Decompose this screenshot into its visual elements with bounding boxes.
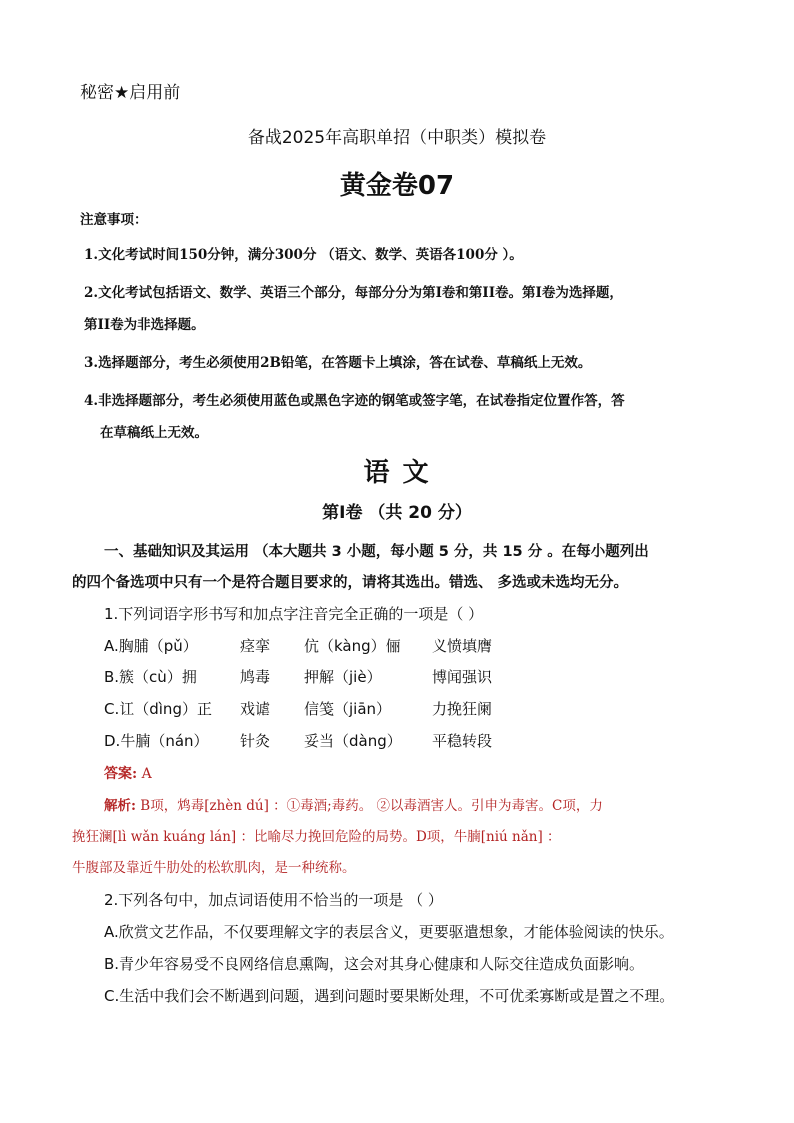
option-b-col-3: 押解（jiè） [304, 668, 382, 686]
notice-item-2-line-2: 第II卷为非选择题。 [84, 317, 205, 333]
option-d-col-3: 妥当（dàng） [304, 732, 402, 750]
section-heading-line-2: 的四个备选项中只有一个是符合题目要求的，请将其选出。错选、 多选或未选均无分。 [72, 575, 629, 591]
option-d-col-2: 针灸 [240, 732, 271, 750]
option-a-col-3: 伉（kàng）俪 [304, 637, 401, 655]
option-c-col-2: 戏谑 [240, 700, 271, 718]
option-a-col-1: A.胸脯（pǔ） [104, 637, 198, 655]
question-2-option-c: C.生活中我们会不断遇到问题，遇到问题时要果断处理，不可优柔寡断或是置之不理。 [104, 987, 675, 1005]
option-c-col-1: C.讧（dìng）正 [104, 700, 212, 718]
option-a-col-4: 义愤填膺 [432, 637, 493, 655]
question-2-option-b: B.青少年容易受不良网络信息熏陶，这会对其身心健康和人际交往造成负面影响。 [104, 955, 645, 973]
question-2-stem: 2.下列各句中，加点词语使用不恰当的一项是 （ ） [104, 891, 443, 909]
option-d-col-1: D.牛腩（nán） [104, 732, 209, 750]
notice-item-2-line-1: 2.文化考试包括语文、数学、英语三个部分，每部分分为第I卷和第II卷。第I卷为选择题， [84, 285, 623, 301]
explanation-line-1 [104, 794, 603, 814]
confidential-label: 秘密★启用前 [80, 83, 181, 103]
answer-value: A [141, 766, 152, 782]
option-c-col-4: 力挽狂阑 [432, 700, 493, 718]
part-title: 第I卷 （共 20 分） [322, 503, 472, 523]
subject-title: 语 文 [363, 458, 431, 488]
notice-item-4-line-1: 4.非选择题部分，考生必须使用蓝色或黑色字迹的钢笔或签字笔，在试卷指定位置作答，答 [84, 393, 625, 409]
option-b-col-1: B.簇（cù）拥 [104, 668, 197, 686]
answer-line [104, 763, 152, 783]
question-2-option-a: A.欣赏文艺作品，不仅要理解文字的表层含义，更要驱遣想象，才能体验阅读的快乐。 [104, 923, 674, 941]
explanation-text-1: B项，鸩毒[zhèn dú] ：①毒酒;毒药。 ②以毒酒害人。引申为毒害。C项，力 [140, 798, 603, 814]
notice-heading: 注意事项： [80, 212, 148, 228]
option-b-col-4: 博闻强识 [432, 668, 493, 686]
exam-subtitle: 备战2025年高职单招（中职类）模拟卷 [247, 128, 547, 148]
notice-item-4-line-2: 在草稿纸上无效。 [100, 425, 208, 441]
explanation-line-2: 挽狂澜[lì wǎn kuáng lán] ：比喻尽力挽回危险的局势。D项，牛腩[niú nǎn] ： [72, 829, 561, 845]
notice-item-1: 1.文化考试时间150分钟，满分300分 （语文、数学、英语各100分 ）。 [84, 247, 523, 263]
option-d-col-4: 平稳转段 [432, 732, 493, 750]
explanation-label: 解析: [104, 798, 136, 814]
answer-label: 答案: [104, 766, 138, 782]
explanation-line-3: 牛腹部及靠近牛肋处的松软肌肉，是一种统称。 [72, 860, 356, 876]
option-a-col-2: 痉挛 [240, 637, 271, 655]
section-heading-line-1: 一、基础知识及其运用 （本大题共 3 小题，每小题 5 分，共 15 分 。在每小题列出 [104, 544, 649, 560]
option-b-col-2: 鸠毒 [240, 668, 271, 686]
exam-title: 黄金卷07 [339, 171, 455, 201]
notice-item-3: 3.选择题部分，考生必须使用2B铅笔，在答题卡上填涂，答在试卷、草稿纸上无效。 [84, 355, 592, 371]
option-c-col-3: 信笺（jiān） [304, 700, 392, 718]
question-1-stem: 1.下列词语字形书写和加点字注音完全正确的一项是（ ） [104, 605, 484, 623]
